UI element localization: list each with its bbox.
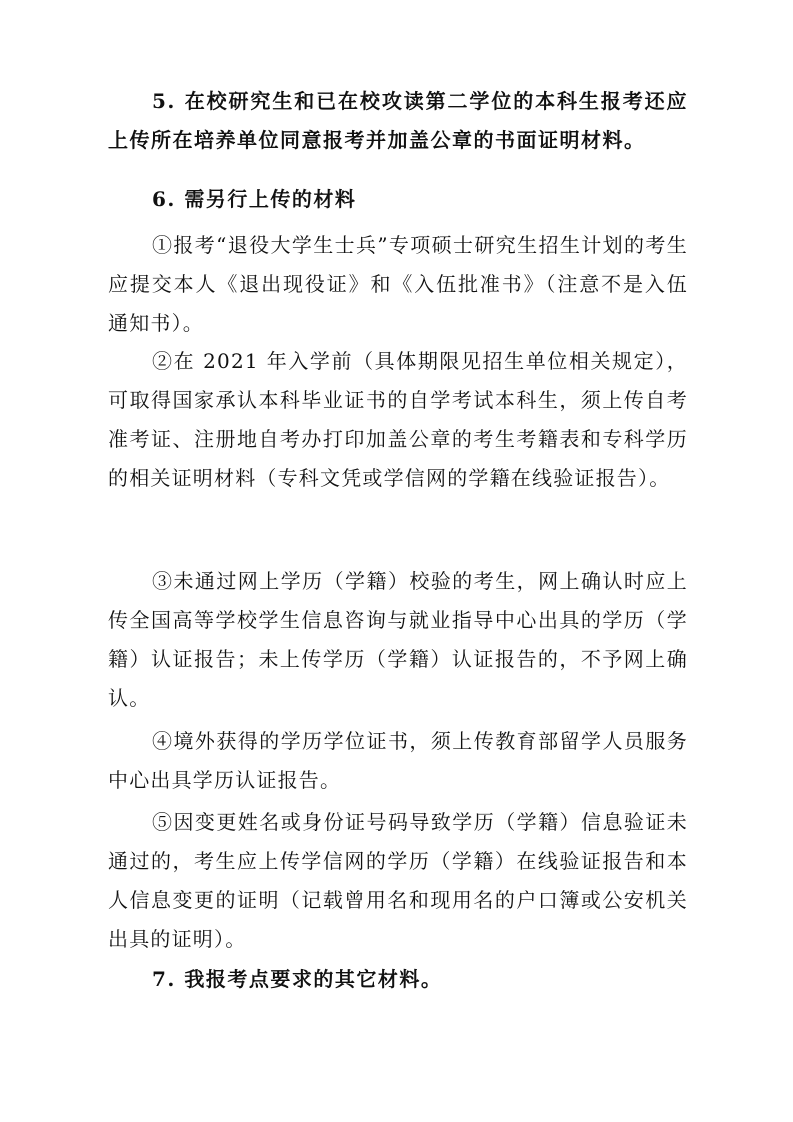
paragraph-sub-1: ①报考“退役大学生士兵”专项硕士研究生招生计划的考生应提交本人《退出现役证》和《入伍批准书》（注意不是入伍通知书）。 <box>108 233 688 335</box>
paragraph-item-6-heading: 6. 需另行上传的材料 <box>152 187 357 211</box>
paragraph-item-7: 7. 我报考点要求的其它材料。 <box>152 967 443 991</box>
paragraph-sub-3: ③未通过网上学历（学籍）校验的考生，网上确认时应上传全国高等学校学生信息咨询与就业指导中心出具的学历（学籍）认证报告；未上传学历（学籍）认证报告的，不予网上确认。 <box>108 569 688 710</box>
paragraph-sub-4: ④境外获得的学历学位证书，须上传教育部留学人员服务中心出具学历认证报告。 <box>108 729 688 792</box>
paragraph-sub-2: ②在 2021 年入学前（具体期限见招生单位相关规定），可取得国家承认本科毕业证书的自学考试本科生，须上传自考准考证、注册地自考办打印加盖公章的考生考籍表和专科学历的相关证明材料（专科文凭或学信网的学籍在线验证报告）。 <box>108 349 688 490</box>
paragraph-sub-5: ⑤因变更姓名或身份证号码导致学历（学籍）信息验证未通过的，考生应上传学信网的学历（学籍）在线验证报告和本人信息变更的证明（记载曾用名和现用名的户口簿或公安机关出具的证明）。 <box>108 810 688 951</box>
paragraph-item-5: 5. 在校研究生和已在校攻读第二学位的本科生报考还应上传所在培养单位同意报考并加盖公章的书面证明材料。 <box>108 89 688 152</box>
